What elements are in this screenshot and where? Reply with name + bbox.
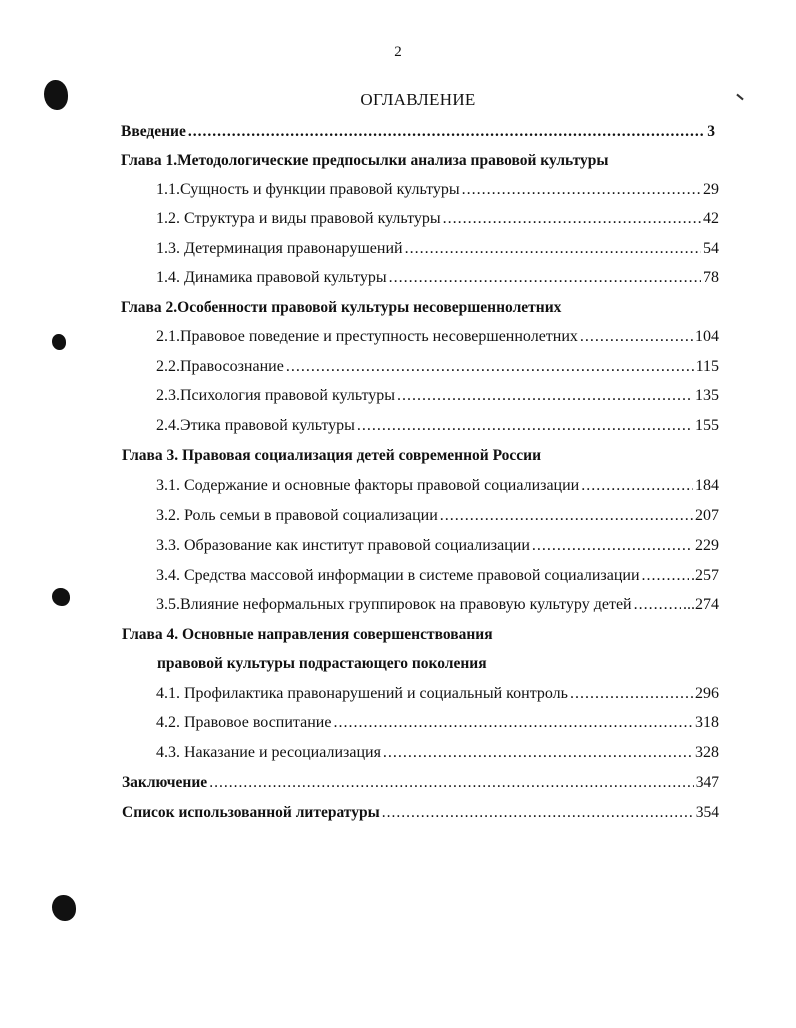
toc-entry-2-2[interactable] (156, 357, 719, 377)
toc-entry-page: 184 (695, 477, 719, 494)
leader-dots (580, 327, 693, 347)
toc-entry-page: 104 (695, 328, 719, 345)
toc-entry-text: 4.1. Профилактика правонарушений и социальный контроль (156, 685, 568, 702)
binder-hole-mark (52, 588, 70, 606)
leader-dots (333, 713, 693, 733)
toc-entry-page: 354 (695, 804, 719, 821)
toc-entry-1-4[interactable] (156, 268, 719, 288)
binder-hole-mark (52, 895, 76, 921)
toc-entry-text: 3.4. Средства массовой информации в системе правовой социализации (156, 567, 640, 584)
leader-dots (286, 357, 694, 377)
toc-entry-bibliography[interactable] (122, 803, 719, 823)
toc-entry-4-1[interactable] (156, 684, 719, 704)
toc-entry-text: Заключение (122, 774, 208, 791)
toc-entry-page: 296 (695, 685, 719, 702)
leader-dots (389, 268, 701, 288)
leader-dots (209, 773, 694, 793)
toc-entry-page: .257 (691, 567, 719, 584)
toc-chapter-text: Глава 1.Методологические предпосылки анализа правовой культуры (121, 152, 609, 169)
toc-entry-page: 135 (695, 387, 719, 404)
toc-entry-3-2[interactable] (156, 506, 719, 526)
toc-entry-text: Введение (121, 123, 186, 140)
toc-entry-text: 1.4. Динамика правовой культуры (156, 269, 387, 286)
toc-entry-3-3[interactable] (156, 536, 719, 556)
toc-entry-conclusion[interactable] (122, 773, 719, 793)
toc-entry-page: 328 (695, 744, 719, 761)
toc-entry-page: 54 (703, 240, 719, 257)
toc-entry-2-3[interactable] (156, 386, 719, 406)
toc-chapter-3[interactable] (122, 446, 541, 466)
toc-entry-1-2[interactable] (156, 209, 719, 229)
toc-entry-2-1[interactable] (156, 327, 719, 347)
toc-entry-4-2[interactable] (156, 713, 719, 733)
binder-hole-mark (52, 334, 66, 350)
toc-entry-text: 3.1. Содержание и основные факторы правовой социализации (156, 477, 580, 494)
binder-hole-mark (44, 80, 68, 110)
leader-dots (634, 595, 681, 615)
toc-entry-text: 3.2. Роль семьи в правовой социализации (156, 507, 438, 524)
leader-dots (405, 239, 701, 259)
toc-entry-text: 3.5.Влияние неформальных группировок на правовую культуру детей (156, 596, 632, 613)
toc-entry-page: 115 (695, 358, 719, 375)
leader-dots (443, 209, 701, 229)
leader-dots (397, 386, 693, 406)
toc-entry-page: 78 (703, 269, 719, 286)
toc-entry-3-4[interactable] (156, 566, 719, 586)
toc-entry-text: 1.2. Структура и виды правовой культуры (156, 210, 441, 227)
toc-entry-page: 229 (695, 537, 719, 554)
toc-entry-text: 1.3. Детерминация правонарушений (156, 240, 403, 257)
toc-entry-1-3[interactable] (156, 239, 719, 259)
toc-entry-2-4[interactable] (156, 416, 719, 436)
toc-chapter-text: Глава 3. Правовая социализация детей современной России (122, 447, 542, 464)
toc-entry-page: 3 (707, 123, 715, 140)
toc-entry-text: 2.1.Правовое поведение и преступность несовершеннолетних (156, 328, 578, 345)
leader-dots (383, 743, 693, 763)
leader-dots (570, 684, 693, 704)
toc-chapter-text: Глава 4. Основные направления совершенствования (122, 626, 493, 643)
toc-entry-intro[interactable] (121, 122, 715, 142)
toc-entry-text: 1.1.Сущность и функции правовой культуры (156, 181, 460, 198)
leader-dots (581, 476, 693, 496)
toc-chapter-text: Глава 2.Особенности правовой культуры несовершеннолетних (121, 299, 562, 316)
toc-entry-4-3[interactable] (156, 743, 719, 763)
toc-entry-page: 155 (695, 417, 719, 434)
toc-entry-text: 4.2. Правовое воспитание (156, 714, 332, 731)
toc-entry-page: 29 (703, 181, 719, 198)
toc-entry-text: 2.4.Этика правовой культуры (156, 417, 355, 434)
toc-entry-3-5[interactable] (156, 595, 719, 615)
toc-chapter-2[interactable] (121, 298, 561, 318)
leader-dots (357, 416, 693, 436)
toc-entry-page: ...274 (683, 596, 719, 613)
toc-entry-1-1[interactable] (156, 180, 719, 200)
toc-entry-page: 207 (695, 507, 719, 524)
toc-chapter-4[interactable] (122, 625, 493, 645)
toc-chapter-1[interactable] (121, 151, 609, 171)
toc-entry-text: 3.3. Образование как институт правовой социализации (156, 537, 530, 554)
leader-dots (642, 566, 689, 586)
toc-entry-page: 318 (695, 714, 719, 731)
leader-dots (532, 536, 693, 556)
leader-dots (440, 506, 693, 526)
toc-entry-text: 4.3. Наказание и ресоциализация (156, 744, 381, 761)
toc-chapter-text: правовой культуры подрастающего поколения (157, 655, 487, 672)
toc-entry-3-1[interactable] (156, 476, 719, 496)
toc-entry-text: Список использованной литературы (122, 804, 380, 821)
toc-chapter-4-continued (157, 654, 487, 674)
toc-entry-page: 347 (695, 774, 719, 791)
page-number: 2 (394, 44, 402, 60)
leader-dots (382, 803, 694, 823)
toc-title: ОГЛАВЛЕНИЕ (360, 90, 476, 109)
toc-entry-text: 2.3.Психология правовой культуры (156, 387, 396, 404)
leader-dots (188, 122, 705, 142)
toc-entry-page: 42 (703, 210, 719, 227)
toc-entry-text: 2.2.Правосознание (156, 358, 284, 375)
leader-dots (462, 180, 701, 200)
